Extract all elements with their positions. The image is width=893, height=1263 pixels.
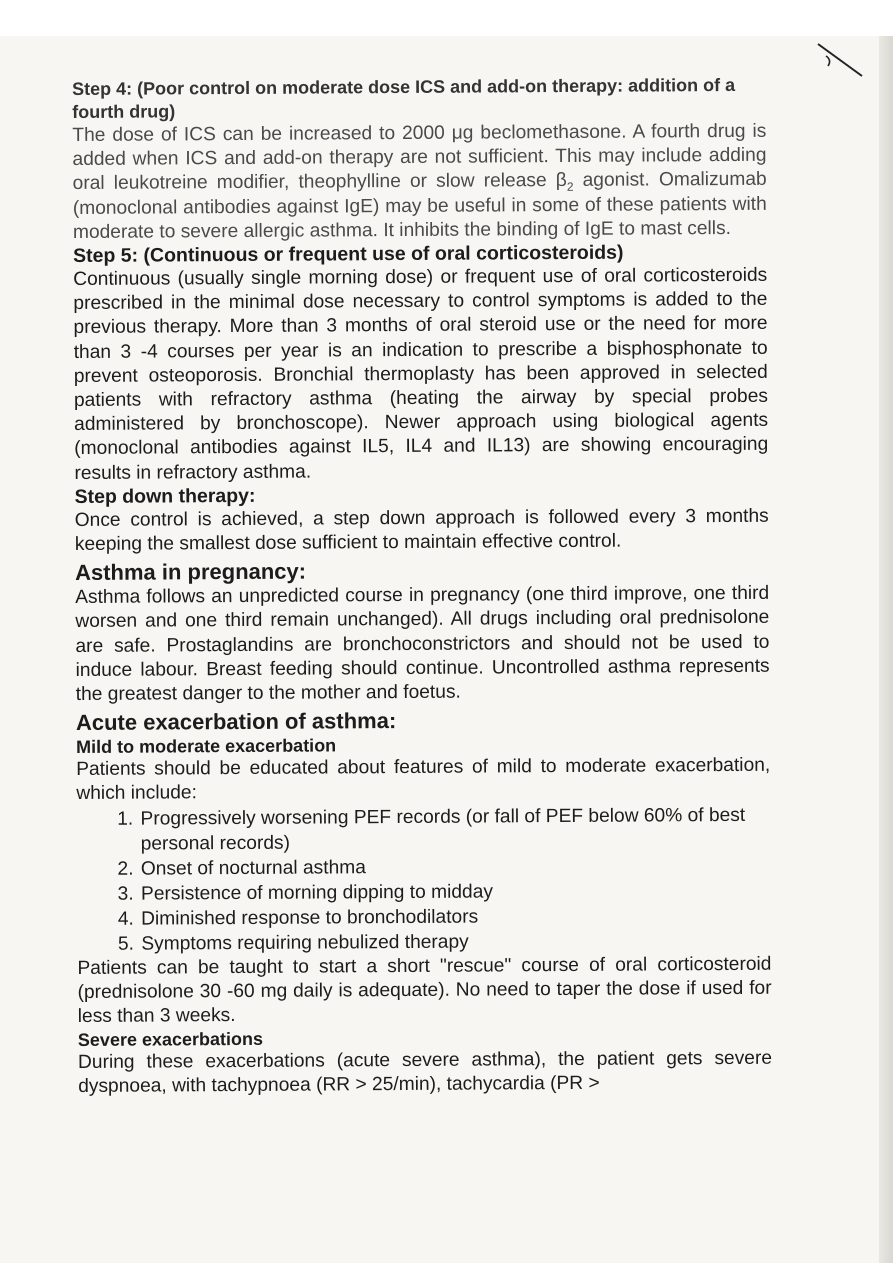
scan-top-margin [0, 0, 893, 36]
mild-intro-paragraph: Patients should be educated about features of mild to moderate exacerbation, which include: [76, 755, 771, 805]
scan-page-edge [879, 36, 893, 1263]
step4-paragraph [72, 120, 767, 245]
step-down-heading: Step down therapy: [74, 484, 256, 508]
acute-exacerbation-heading: Acute exacerbation of asthma: [75, 708, 397, 736]
severe-paragraph: During these exacerbations (acute severe asthma), the patient gets severe dyspnoea, with tachypnoea (RR > 25/min), tachycardia (PR > [77, 1048, 773, 1098]
pregnancy-paragraph: Asthma follows an unpredicted course in pregnancy (one third improve, one third worsen and one third remain unchanged). All drugs including oral prednisolone are safe. Prostaglandins are bronchoconstrictors and should not be used to induce labour. Breast feeding should continue. Uncontrolled asthma represents the greatest danger to the mother and foetus. [75, 583, 770, 706]
step5-paragraph: Continuous (usually single morning dose) or frequent use of oral corticosteroids prescribed in the minimal dose necessary to control symptoms is added to the previous therapy. More than 3 months of oral steroid use or the need for more than 3 -4 courses per year is an indication to prescribe a bisphosphonate to prevent osteoporosis. Bronchial thermoplasty has been approved in selected patients with refractory asthma (heating the airway by special probes administered by bronchoscope). Newer approach using biological agents (monoclonal antibodies against IL5, IL4 and IL13) are showing encouraging results in refractory asthma. [73, 264, 769, 484]
list-item: 3. Persistence of morning dipping to midday [139, 877, 771, 906]
step-down-paragraph: Once control is achieved, a step down approach is followed every 3 months keeping the smallest dose sufficient to maintain effective control. [74, 505, 769, 556]
step4-subscript: 2 [566, 180, 574, 195]
pregnancy-heading: Asthma in pregnancy: [74, 558, 307, 586]
mild-outro-paragraph: Patients can be taught to start a short "rescue" course of oral corticosteroid (prednisolone 30 -60 mg daily is adequate). No need to taper the dose if used for less than 3 weeks. [77, 953, 772, 1028]
list-item: 2. Onset of nocturnal asthma [139, 852, 771, 881]
step4-heading: Step 4: (Poor control on moderate dose ICS and add-on therapy: addition of a fourth drug) [72, 74, 736, 122]
severe-exacerbation-heading: Severe exacerbations [77, 1029, 264, 1051]
mild-exacerbation-heading: Mild to moderate exacerbation [76, 735, 337, 758]
step4-text-b: agonist. Omalizumab (monoclonal antibodies against IgE) may be useful in some of these patients with moderate to severe allergic asthma. It inhibits the binding of IgE to mast cells. [72, 169, 767, 243]
list-item: 4. Diminished response to bronchodilators [139, 902, 771, 931]
step5-heading: Step 5: (Continuous or frequent use of oral corticosteroids) [73, 241, 624, 268]
pen-mark-icon [790, 36, 893, 106]
list-item: 5. Symptoms requiring nebulized therapy [139, 927, 771, 956]
step4-text-a: The dose of ICS can be increased to 2000 μg beclomethasone. A fourth drug is added when ICS and add-on therapy are not sufficient. This may include adding oral leukotreine modifier, theophylline or slow release β [72, 120, 767, 195]
mild-features-list [76, 802, 771, 956]
document-page [72, 74, 772, 1100]
list-item: 1. Progressively worsening PEF records (or fall of PEF below 60% of best personal records) [138, 802, 770, 856]
